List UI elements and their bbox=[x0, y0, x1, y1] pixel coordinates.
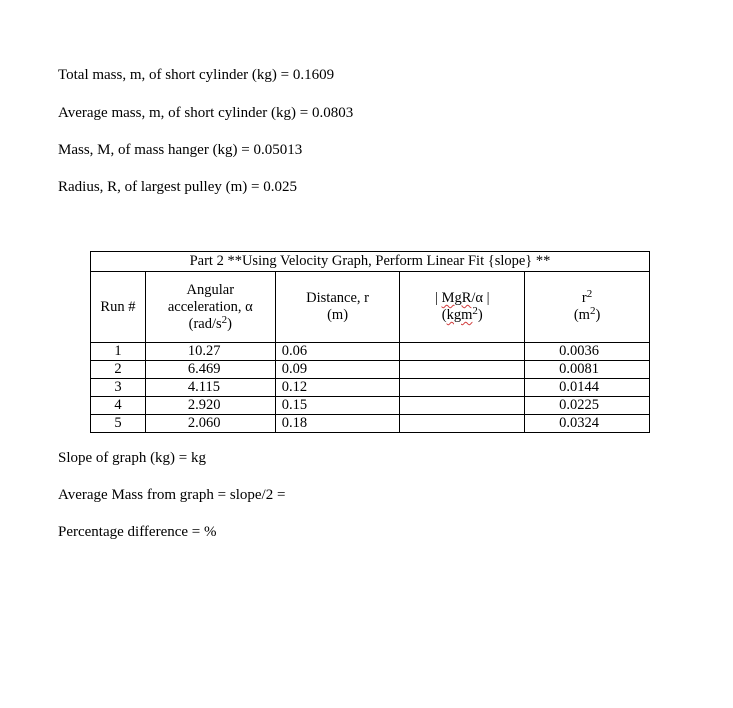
cell-run: 3 bbox=[91, 379, 146, 397]
cell-alpha: 2.060 bbox=[145, 415, 275, 433]
table-row bbox=[91, 379, 650, 397]
table-row bbox=[91, 343, 650, 361]
cell-run: 2 bbox=[91, 361, 146, 379]
cell-mgr bbox=[400, 343, 525, 361]
header-r2-unit: $(m^2)$ bbox=[573, 305, 601, 323]
cell-alpha: 2.920 bbox=[145, 397, 275, 415]
header-alpha-unit: $(rad/s^2)$ bbox=[188, 313, 232, 332]
header-mgr-line1: | MgR/α | bbox=[435, 290, 490, 306]
header-distance-line1: Distance, r bbox=[306, 290, 369, 306]
cell-distance: 0.09 bbox=[275, 361, 400, 379]
header-r-squared bbox=[525, 272, 650, 343]
cell-mgr bbox=[400, 415, 525, 433]
cell-run: 5 bbox=[91, 415, 146, 433]
total-mass-line: Total mass, m, of short cylinder (kg) = 0.1609 bbox=[58, 67, 335, 83]
cell-distance: 0.06 bbox=[275, 343, 400, 361]
header-mgr-over-alpha bbox=[400, 272, 525, 343]
cell-distance: 0.18 bbox=[275, 415, 400, 433]
cell-mgr bbox=[400, 379, 525, 397]
table-row bbox=[91, 397, 650, 415]
cell-run: 1 bbox=[91, 343, 146, 361]
data-table bbox=[90, 251, 650, 433]
header-r2-line1: $r^2$ bbox=[581, 288, 593, 306]
header-distance-unit: (m) bbox=[327, 307, 349, 323]
average-mass-graph-line: Average Mass from graph = slope/2 = bbox=[58, 487, 286, 503]
table-header-row bbox=[91, 272, 650, 343]
cell-alpha: 10.27 bbox=[145, 343, 275, 361]
cell-r2: 0.0144 bbox=[525, 379, 650, 397]
average-mass-line: Average mass, m, of short cylinder (kg) = 0.0803 bbox=[58, 105, 354, 121]
header-alpha-line1: Angular bbox=[186, 281, 235, 298]
header-distance bbox=[275, 272, 400, 343]
hanger-mass-line: Mass, M, of mass hanger (kg) = 0.05013 bbox=[58, 142, 303, 158]
cell-run: 4 bbox=[91, 397, 146, 415]
cell-distance: 0.15 bbox=[275, 397, 400, 415]
cell-mgr bbox=[400, 397, 525, 415]
cell-alpha: 4.115 bbox=[145, 379, 275, 397]
slope-line: Slope of graph (kg) = kg bbox=[58, 450, 207, 466]
cell-r2: 0.0081 bbox=[525, 361, 650, 379]
header-angular-acceleration bbox=[145, 272, 275, 343]
cell-distance: 0.12 bbox=[275, 379, 400, 397]
cell-r2: 0.0225 bbox=[525, 397, 650, 415]
table-row bbox=[91, 415, 650, 433]
header-run: Run # bbox=[91, 272, 146, 343]
percentage-difference-line: Percentage difference = % bbox=[58, 524, 217, 540]
table-row bbox=[91, 361, 650, 379]
header-mgr-unit: (kgm$^2$) bbox=[441, 305, 483, 323]
pulley-radius-line: Radius, R, of largest pulley (m) = 0.025 bbox=[58, 179, 297, 195]
cell-mgr bbox=[400, 361, 525, 379]
cell-alpha: 6.469 bbox=[145, 361, 275, 379]
header-alpha-line2: acceleration, α bbox=[167, 298, 253, 315]
cell-r2: 0.0324 bbox=[525, 415, 650, 433]
cell-r2: 0.0036 bbox=[525, 343, 650, 361]
table-title: Part 2 **Using Velocity Graph, Perform Linear Fit {slope} ** bbox=[91, 252, 650, 272]
